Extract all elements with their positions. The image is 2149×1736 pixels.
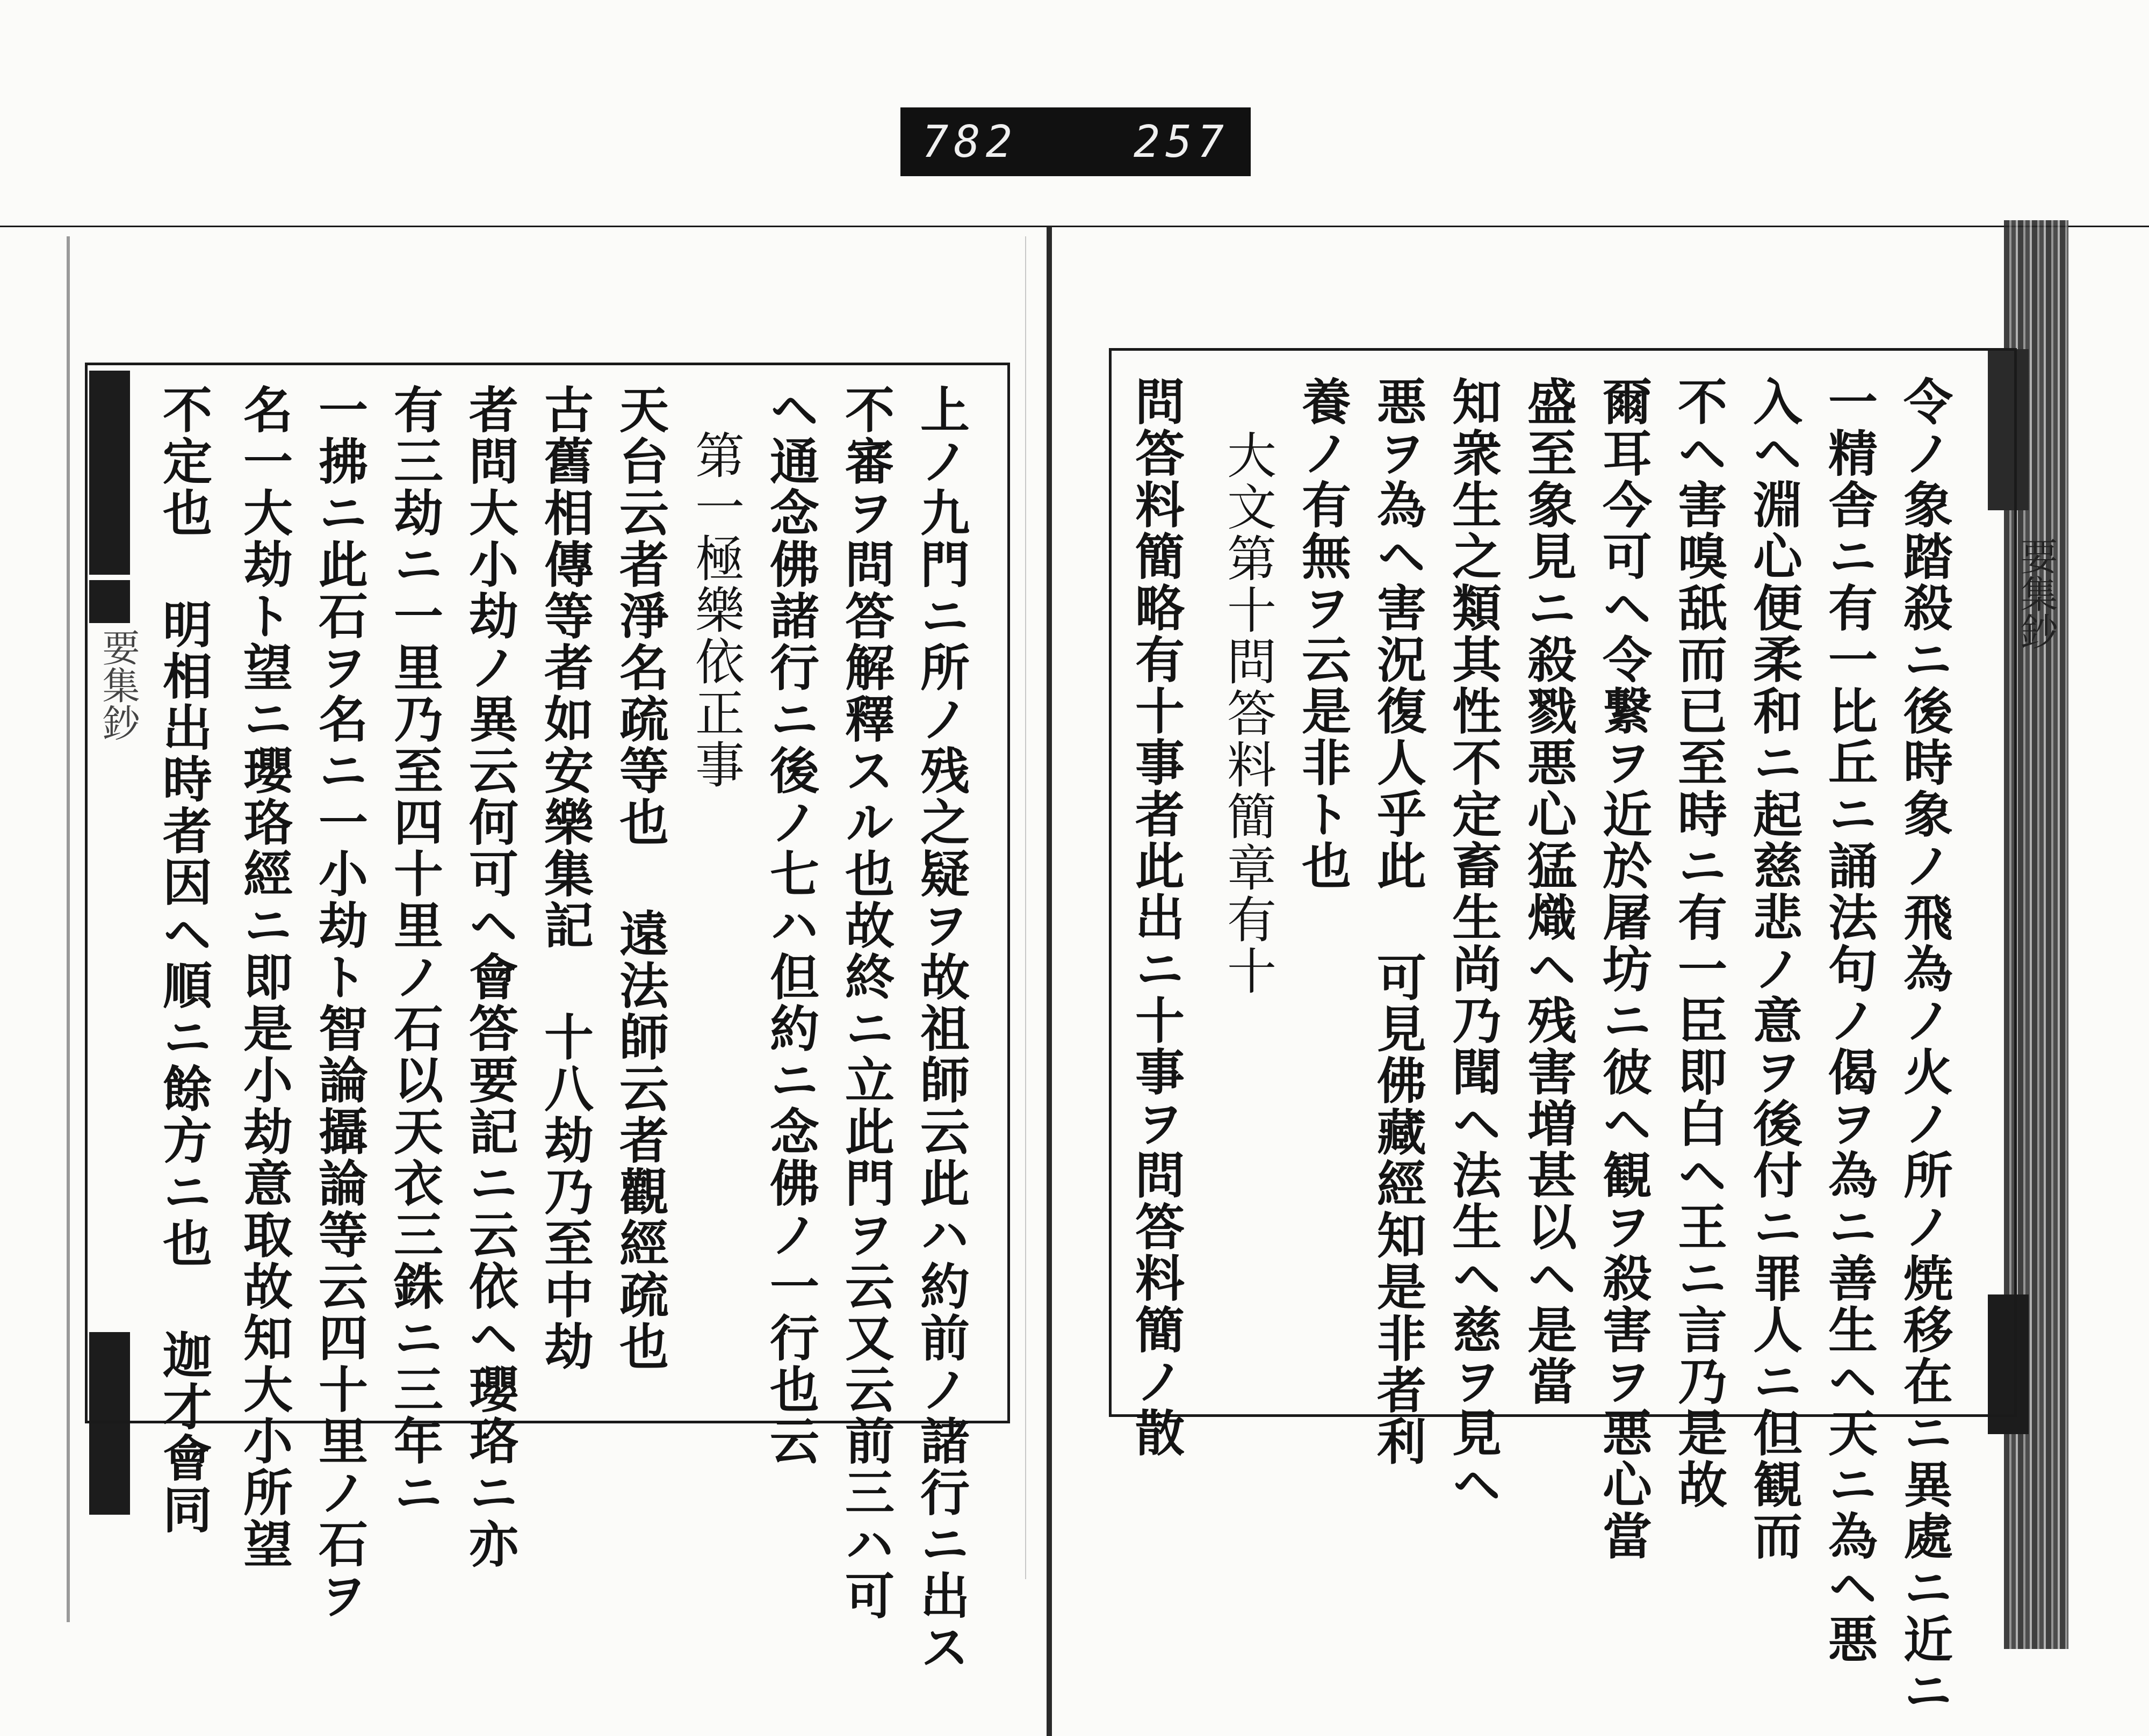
right-col-4: 不ヘ害嗅舐而已至時ニ有一臣即白ヘ王ニ言乃是故 (1670, 376, 1728, 1510)
right-col-2: 一精舎ニ有一比丘ニ誦法句ノ偈ヲ為ニ善生ヘ天ニ為ヘ悪 (1820, 376, 1878, 1665)
right-col-8: 悪ヲ為ヘ害況復人乎此 可見佛藏經知是非者利 (1369, 376, 1427, 1467)
left-margin-title: 要集鈔 (96, 628, 140, 741)
frame-number-left: 782 (922, 116, 1018, 168)
left-page-edge (67, 236, 70, 1622)
left-col-11: 不定也 明相出時者因ヘ順ニ餘方ニ也 迦才會同 (155, 384, 213, 1536)
right-col-3: 入ヘ淵心便柔和ニ起慈悲ノ意ヲ後付ニ罪人ニ但観而 (1745, 376, 1803, 1562)
left-col-9: 一拂ニ此石ヲ名ニ一小劫ト智論攝論等云四十里ノ石ヲ (311, 384, 369, 1622)
right-col-9: 養ノ有無ヲ云是非ト也 (1294, 376, 1352, 892)
right-col-5: 爾耳今可ヘ令繋ヲ近於屠坊ニ彼ヘ観ヲ殺害ヲ悪心當 (1595, 376, 1653, 1562)
right-col-1: 令ノ象踏殺ニ後時象ノ飛為ノ火ノ所ノ焼移在ニ異處ニ近ニ (1895, 376, 1953, 1717)
frame-number-label (900, 107, 1251, 176)
right-col-7: 知衆生之類其性不定畜生尚乃聞ヘ法生ヘ慈ヲ見ヘ (1444, 376, 1502, 1510)
left-section-heading: 第一極樂依正事 (687, 430, 745, 791)
book-spine (1047, 227, 1052, 1736)
right-chapter-heading: 大文第十問答料簡章有十 (1219, 430, 1277, 997)
left-col-6: 古舊相傳等者如安樂集記 十八劫乃至中劫 (536, 384, 594, 1372)
page-fold (1025, 236, 1026, 1579)
left-col-10: 名一大劫ト望ニ瓔珞經ニ即是小劫意取故知大小所望 (235, 384, 293, 1570)
right-margin-title: 要集鈔 (2014, 537, 2058, 650)
right-col-6: 盛至象見ニ殺戮悪心猛熾ヘ残害増甚以ヘ是當 (1519, 376, 1577, 1407)
left-col-7: 者問大小劫ノ異云何可ヘ會答要記ニ云依ヘ瓔珞ニ亦 (461, 384, 519, 1570)
right-col-11: 問答料簡略有十事者此出ニ十事ヲ問答料簡ノ散 (1127, 376, 1185, 1459)
left-col-3: ヘ通念佛諸行ニ後ノ七ハ但約ニ念佛ノ一行也云 (762, 384, 820, 1467)
left-col-1: 上ノ九門ニ所ノ残之疑ヲ故祖師云此ハ約前ノ諸行ニ出ス (912, 384, 970, 1673)
frame-number-right: 257 (1133, 116, 1229, 168)
header-rule (0, 226, 2149, 227)
left-col-5: 天台云者淨名疏等也 遠法師云者觀經疏也 (611, 384, 669, 1372)
left-col-8: 有三劫ニ一里乃至四十里ノ石以天衣三銖ニ三年ニ (386, 384, 444, 1518)
left-col-2: 不審ヲ問答解釋スル也故終ニ立此門ヲ云又云前三ハ可 (837, 384, 895, 1622)
